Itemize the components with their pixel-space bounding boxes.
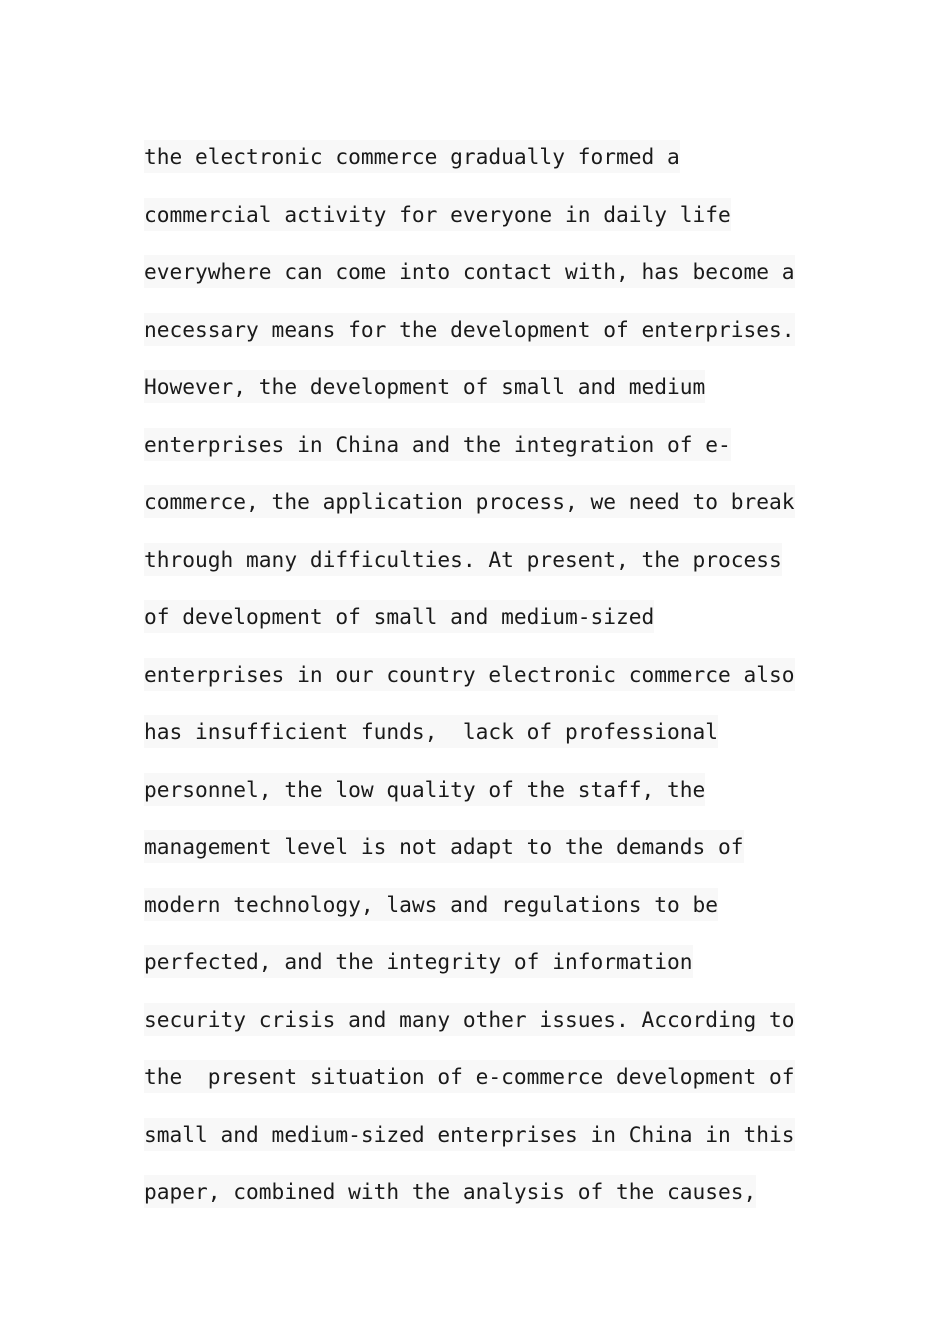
text-line: commercial activity for everyone in daily life xyxy=(144,198,824,256)
text-line: perfected, and the integrity of information xyxy=(144,945,824,1003)
text-line: However, the development of small and medium xyxy=(144,370,824,428)
text-line: modern technology, laws and regulations to be xyxy=(144,888,824,946)
text-line: enterprises in our country electronic commerce also xyxy=(144,658,824,716)
text-line: of development of small and medium-sized xyxy=(144,600,824,658)
text-line: necessary means for the development of enterprises. xyxy=(144,313,824,371)
text-line: security crisis and many other issues. According to xyxy=(144,1003,824,1061)
text-line: personnel, the low quality of the staff, the xyxy=(144,773,824,831)
body-text xyxy=(144,140,824,1233)
text-line: the present situation of e-commerce development of xyxy=(144,1060,824,1118)
text-line: the electronic commerce gradually formed a xyxy=(144,140,824,198)
text-line: through many difficulties. At present, the process xyxy=(144,543,824,601)
text-line: everywhere can come into contact with, has become a xyxy=(144,255,824,313)
text-line: has insufficient funds, lack of professional xyxy=(144,715,824,773)
text-line: management level is not adapt to the demands of xyxy=(144,830,824,888)
text-line: enterprises in China and the integration of e- xyxy=(144,428,824,486)
text-line: paper, combined with the analysis of the causes, xyxy=(144,1175,824,1233)
text-line: commerce, the application process, we need to break xyxy=(144,485,824,543)
text-line: small and medium-sized enterprises in China in this xyxy=(144,1118,824,1176)
